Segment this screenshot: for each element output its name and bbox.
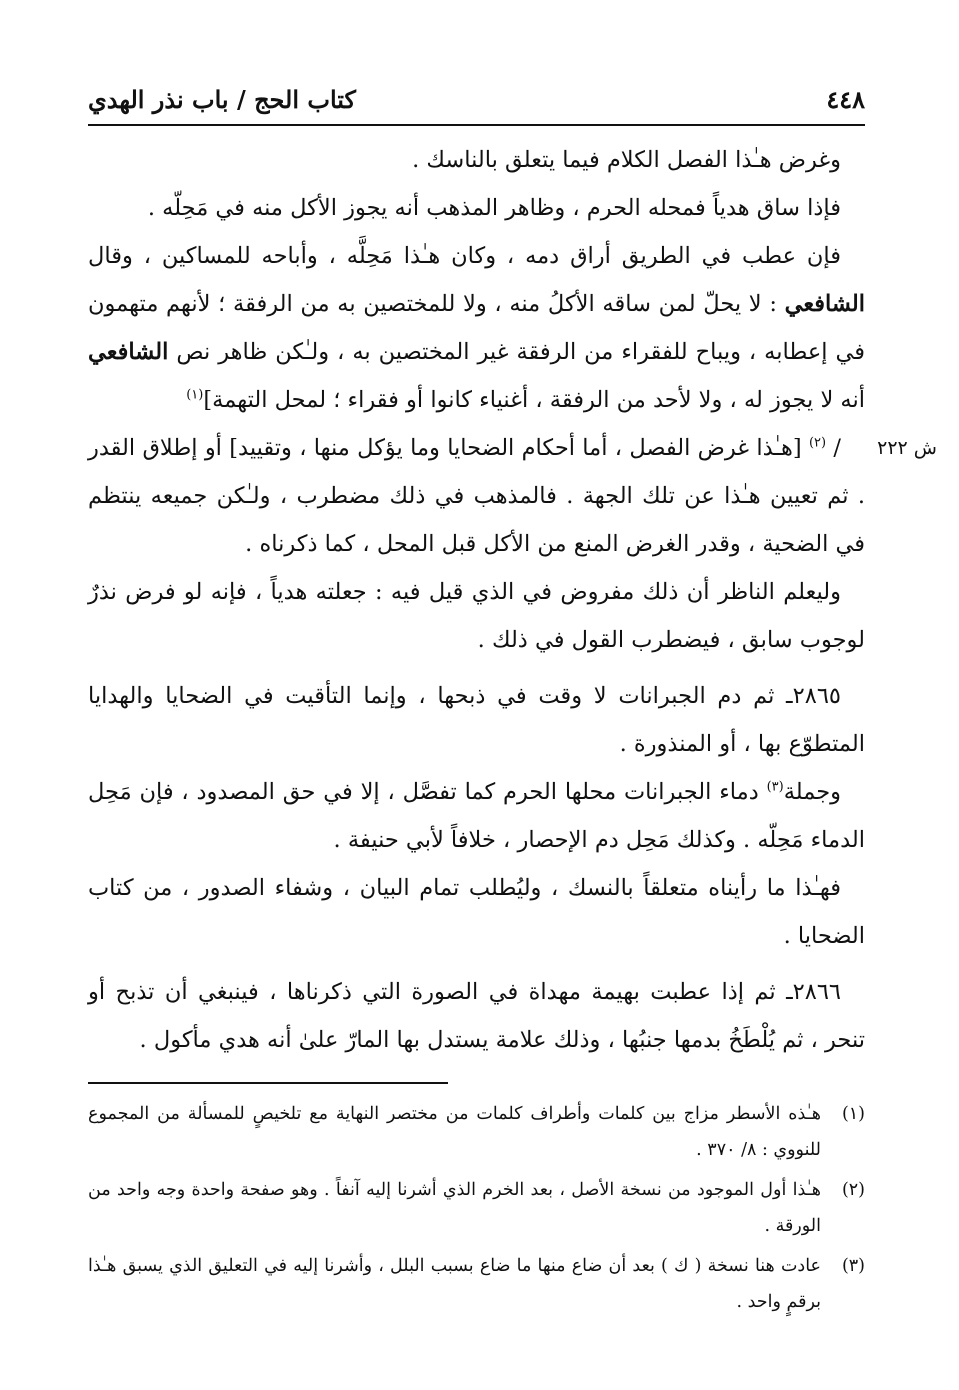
folio-mark: / [826, 435, 841, 461]
text-run: وجملة [783, 779, 841, 805]
paragraph [88, 768, 865, 864]
name-shafii: الشافعي [784, 291, 865, 317]
footnote-number: (٢) [841, 1180, 865, 1200]
footnote-number: (٣) [841, 1256, 865, 1276]
paragraph [88, 424, 865, 568]
text-run: فإن عطب في الطريق أراق دمه ، وكان هـٰذا مَحِلَّه ، وأباحه للمساكين ، وقال [88, 243, 841, 269]
paragraph: فهـٰذا ما رأيناه متعلقاً بالنسك ، وليُطلب تمام البيان ، وشفاء الصدور ، من كتاب الضحايا . [88, 875, 865, 949]
footnote-text: هـٰذه الأسطر مزاج بين كلمات وأطراف كلمات من مختصر النهاية مع تلخيصٍ للمسألة من المجموع للنووي : ٨/ ٣٧٠ . [88, 1104, 821, 1160]
footnote-ref-2: (٢) [808, 435, 827, 451]
footnote-separator [88, 1082, 448, 1084]
footnote-1 [88, 1096, 865, 1168]
page [88, 78, 937, 1338]
paragraph [88, 232, 865, 424]
footnote-text: هـٰذا أول الموجود من نسخة الأصل ، بعد الخرم الذي أشرنا إليه آنفاً . وهو صفحة واحدة وجه واحد من الورقة . [88, 1180, 821, 1236]
footnotes [88, 1096, 865, 1320]
name-shafii: الشافعي [88, 339, 169, 365]
footnote-ref-3: (٣) [766, 779, 784, 795]
footnote-3 [88, 1248, 865, 1320]
text-run: دماء الجبرانات محلها الحرم كما تفصَّل ، إلا في حق المصدود ، فإن مَحِل الدماء مَحِلّه . وكذلك مَحِل دم الإحصار ، خلافاً لأبي حنيفة . [88, 779, 865, 853]
footnote-text: عادت هنا نسخة ( ك ) بعد أن ضاع منها ما ضاع بسبب البلل ، وأشرنا إليه في التعليق الذي يسبق هـٰذا برقمٍ واحد . [88, 1256, 821, 1312]
footnote-number: (١) [841, 1104, 865, 1124]
section-2866: ٢٨٦٦ـ ثم إذا عطبت بهيمة مهداة في الصورة التي ذكرناها ، فينبغي أن تذبح أو تنحر ، ثم يُلْطَخُ بدمها جنبُها ، وذلك علامة يستدل بها المارّ علىٰ أنه هدي مأكول . [88, 979, 865, 1053]
text-run: : لا يحلّ لمن ساقه الأكلُ منه ، ولا للمختصين به من الرفقة ؛ لأنهم متهمون في إعطابه ، ويباح للفقراء من الرفقة غير المختصين به ، ولـٰكن ظاهر نص [88, 291, 865, 365]
footnote-ref-1: (١) [186, 387, 204, 403]
main-text [88, 136, 937, 1064]
paragraph: وليعلم الناظر أن ذلك مفروض في الذي قيل فيه : جعلته هدياً ، فإنه لو فرض نذرٌ لوجوب سابق ، فيضطرب القول في ذلك . [88, 579, 865, 653]
running-title: كتاب الحج / باب نذر الهدي [88, 85, 356, 114]
paragraph-with-margin [88, 424, 937, 568]
paragraph: فإذا ساق هدياً فمحله الحرم ، وظاهر المذهب أنه يجوز الأكل منه في مَحِلّه . [147, 195, 841, 221]
section-2865: ٢٨٦٥ـ ثم دم الجبرانات لا وقت في ذبحها ، وإنما التأقيت في الضحايا والهدايا المتطوّع بها ، أو المنذورة . [88, 683, 865, 757]
text-run: أنه لا يجوز له ، ولا لأحد من الرفقة ، أغنياء كانوا أو فقراء ؛ لمحل التهمة] [203, 387, 865, 413]
footnote-2 [88, 1172, 865, 1244]
text-run: [هـٰذا غرض الفصل ، أما أحكام الضحايا وما يؤكل منها ، وتقييد] أو إطلاق القدر . ثم تعيين هـٰذا عن تلك الجهة . فالمذهب في ذلك مضطرب ، ولـٰكن جميعه ينتظم في الضحية ، وقدر الغرض المنع من الأكل قبل المحل ، كما ذكرناه . [88, 435, 865, 557]
page-number: ٤٤٨ [826, 85, 865, 114]
paragraph: وغرض هـٰذا الفصل الكلام فيما يتعلق بالناسك . [412, 147, 841, 173]
running-header [88, 78, 865, 126]
margin-folio-note: ش ٢٢٢ [877, 437, 937, 459]
